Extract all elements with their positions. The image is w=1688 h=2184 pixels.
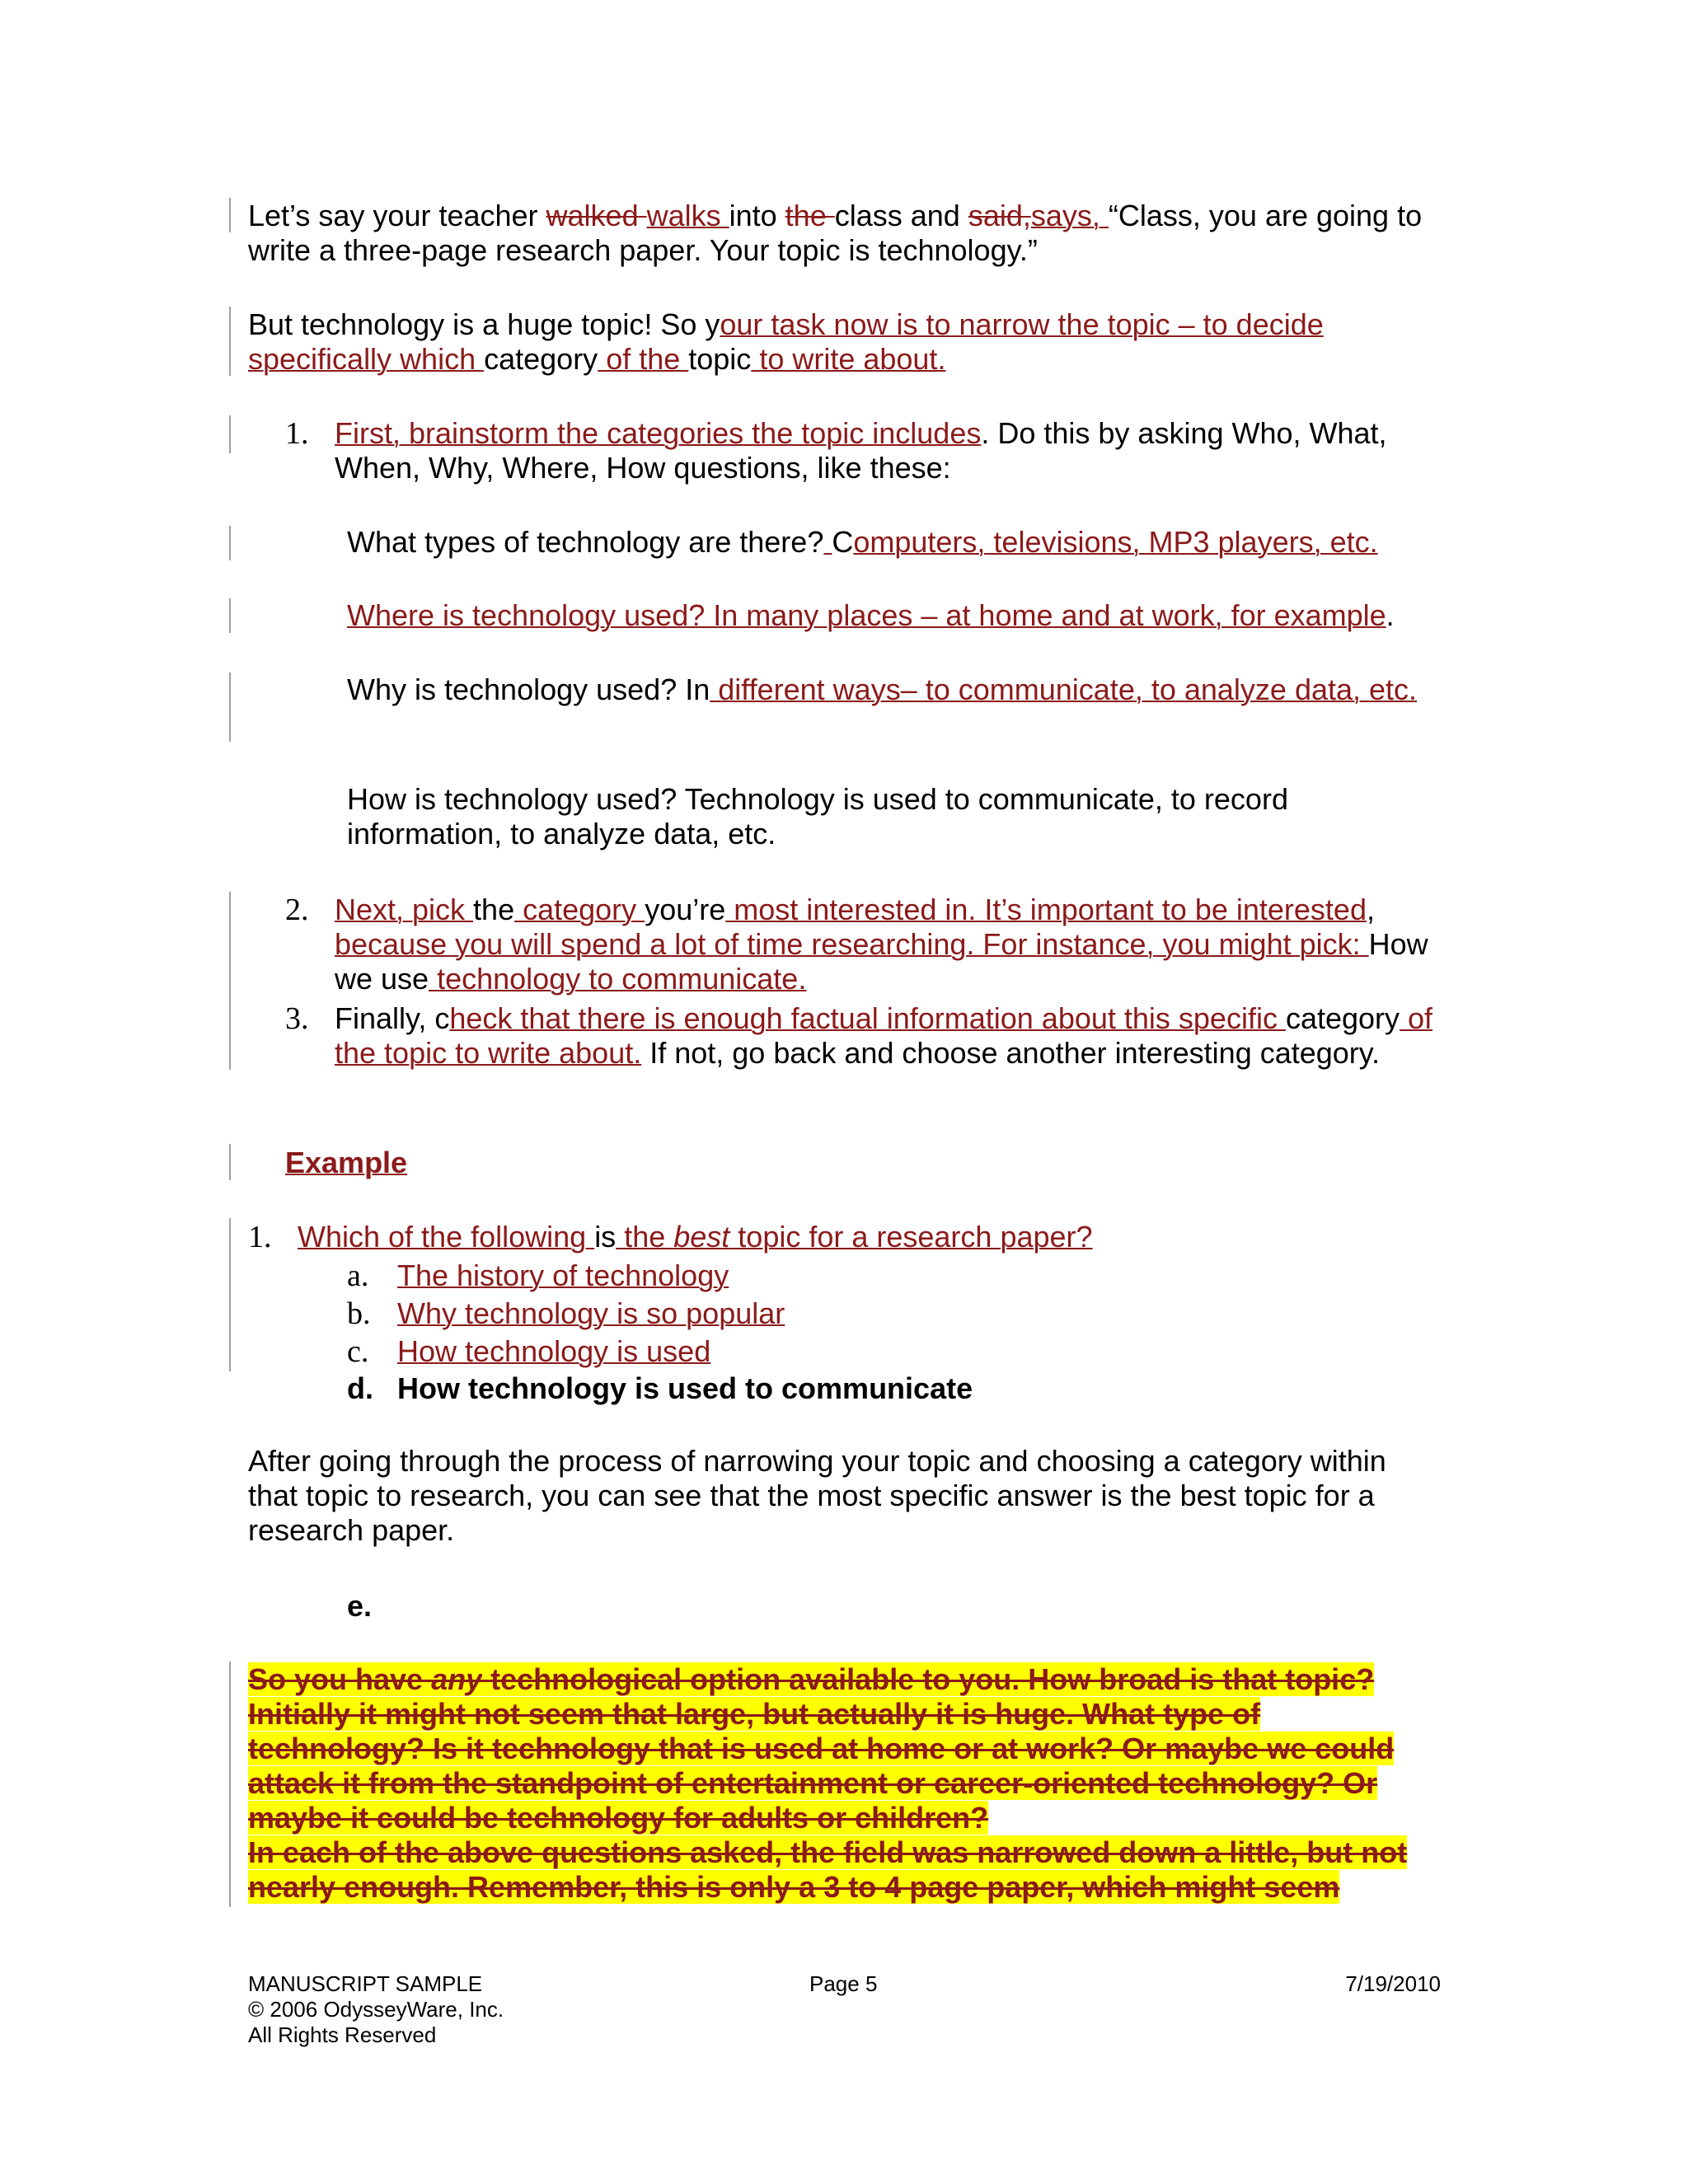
inserted-text: Which of the following — [298, 1220, 595, 1254]
footer-left — [248, 1971, 504, 2048]
step-1-text: First, brainstorm the categories the topic includes. Do this by asking Who, What, When, Why, Where, How questions, like these: — [335, 416, 1387, 485]
question-number: 1. — [248, 1220, 272, 1254]
change-bar — [229, 598, 231, 633]
step-3-text: Finally, check that there is enough factual information about this specific category of the topic to write about. If not, go back and choose another interesting category. — [335, 1001, 1433, 1070]
inserted-text: says, — [1030, 199, 1109, 232]
option-letter: b. — [347, 1296, 371, 1331]
change-bar — [229, 415, 231, 453]
inserted-text: Next, pick — [335, 893, 474, 926]
question-why: Why is technology used? In different ways– to communicate, to analyze data, etc. — [347, 673, 1418, 706]
deleted-text: said, — [968, 199, 1031, 232]
example-heading: Example — [285, 1146, 408, 1179]
footer-manuscript: MANUSCRIPT SAMPLE — [248, 1971, 483, 1996]
inserted-text: to write about. — [751, 342, 946, 376]
inserted-text: of the — [598, 342, 689, 376]
inserted-text: category — [514, 893, 645, 926]
option-d-correct: How technology is used to communicate — [397, 1371, 973, 1405]
inserted-text: our task now is to narrow the topic – to decide specifically which — [248, 307, 1324, 376]
deleted-text: the — [785, 199, 835, 232]
deleted-line: In each of the above questions asked, the field was narrowed down a little, but not — [248, 1835, 1408, 1869]
footer-rights: All Rights Reserved — [248, 2022, 437, 2047]
inserted-text: Where is technology used? In many places – at home and at work, for example — [347, 598, 1386, 632]
emphasis-text: best — [673, 1220, 730, 1254]
task-paragraph: But technology is a huge topic! So your task now is to narrow the topic – to decide specifically which category of the topic to write about. — [248, 307, 1324, 376]
deleted-line: So you have any technological option available to you. How broad is that topic? — [248, 1662, 1375, 1696]
footer-copyright: © 2006 OdysseyWare, Inc. — [248, 1997, 504, 2022]
deleted-line: Initially it might not seem that large, but actually it is huge. What type of — [248, 1697, 1261, 1731]
change-bar — [229, 1144, 231, 1180]
inserted-text: different ways– to communicate, to analyze data, etc. — [710, 673, 1418, 706]
question-types: What types of technology are there? Computers, televisions, MP3 players, etc. — [347, 525, 1378, 559]
question-how: How is technology used? Technology is used to communicate, to record information, to analyze data, etc. — [347, 782, 1288, 851]
inserted-text: most interested in. It’s important to be interested — [725, 893, 1367, 926]
option-b: Why technology is so popular — [397, 1296, 785, 1330]
inserted-text: walks — [646, 199, 729, 232]
option-c: How technology is used — [397, 1334, 711, 1368]
deleted-text: walked — [546, 199, 647, 232]
change-bar — [229, 526, 231, 560]
change-bar — [229, 673, 231, 742]
deleted-line: nearly enough. Remember, this is only a 3 to 4 page paper, which might seem — [248, 1870, 1340, 1904]
step-2-text: Next, pick the category you’re most interested in. It’s important to be interested, because you will spend a lot of time researching. For instance, you might pick: How we use technology to communicate. — [335, 893, 1428, 996]
footer-date: 7/19/2010 — [1345, 1971, 1441, 1996]
list-number: 1. — [285, 416, 309, 451]
example-question: Which of the following is the best topic for a research paper? — [298, 1220, 1093, 1254]
inserted-text: topic for a research paper? — [729, 1220, 1093, 1254]
inserted-text: technology to communicate. — [429, 962, 807, 996]
inserted-text: omputers, televisions, MP3 players, etc. — [853, 525, 1378, 559]
conclusion-paragraph: After going through the process of narrowing your topic and choosing a category within that topic to research, you can see that the most specific answer is the best topic for a research paper. — [248, 1444, 1386, 1547]
option-letter: a. — [347, 1258, 369, 1293]
question-where: Where is technology used? In many places – at home and at work, for example. — [347, 598, 1395, 632]
option-a: The history of technology — [397, 1258, 729, 1292]
inserted-text: the — [616, 1220, 674, 1254]
option-letter: c. — [347, 1334, 369, 1369]
inserted-text: First, brainstorm the categories the topic includes — [335, 416, 982, 450]
inserted-text: of the topic to write about. — [335, 1001, 1433, 1070]
change-bar — [229, 1661, 231, 1907]
deleted-line: maybe it could be technology for adults or children? — [248, 1801, 989, 1835]
deleted-line: technology? Is it technology that is used at home or at work? Or maybe we could — [248, 1732, 1395, 1765]
intro-paragraph: Let’s say your teacher walked walks into the class and said,says, “Class, you are going to write a three-page research paper. Your topic is technology.” — [248, 199, 1423, 267]
list-number: 3. — [285, 1001, 309, 1036]
option-letter: d. — [347, 1371, 373, 1405]
list-number: 2. — [285, 893, 309, 927]
empty-list-item: e. — [347, 1589, 373, 1623]
change-bar — [229, 1218, 231, 1371]
change-bar — [229, 198, 231, 232]
change-bar — [229, 892, 231, 1070]
footer-page-number: Page 5 — [809, 1971, 878, 1996]
inserted-text: because you will spend a lot of time researching. For instance, you might pick: — [335, 927, 1369, 961]
deleted-line: attack it from the standpoint of entertainment or career-oriented technology? Or — [248, 1766, 1378, 1800]
inserted-text: heck that there is enough factual information about this specific — [449, 1001, 1286, 1035]
deleted-highlighted-block — [248, 1662, 1451, 1905]
change-bar — [229, 307, 231, 376]
